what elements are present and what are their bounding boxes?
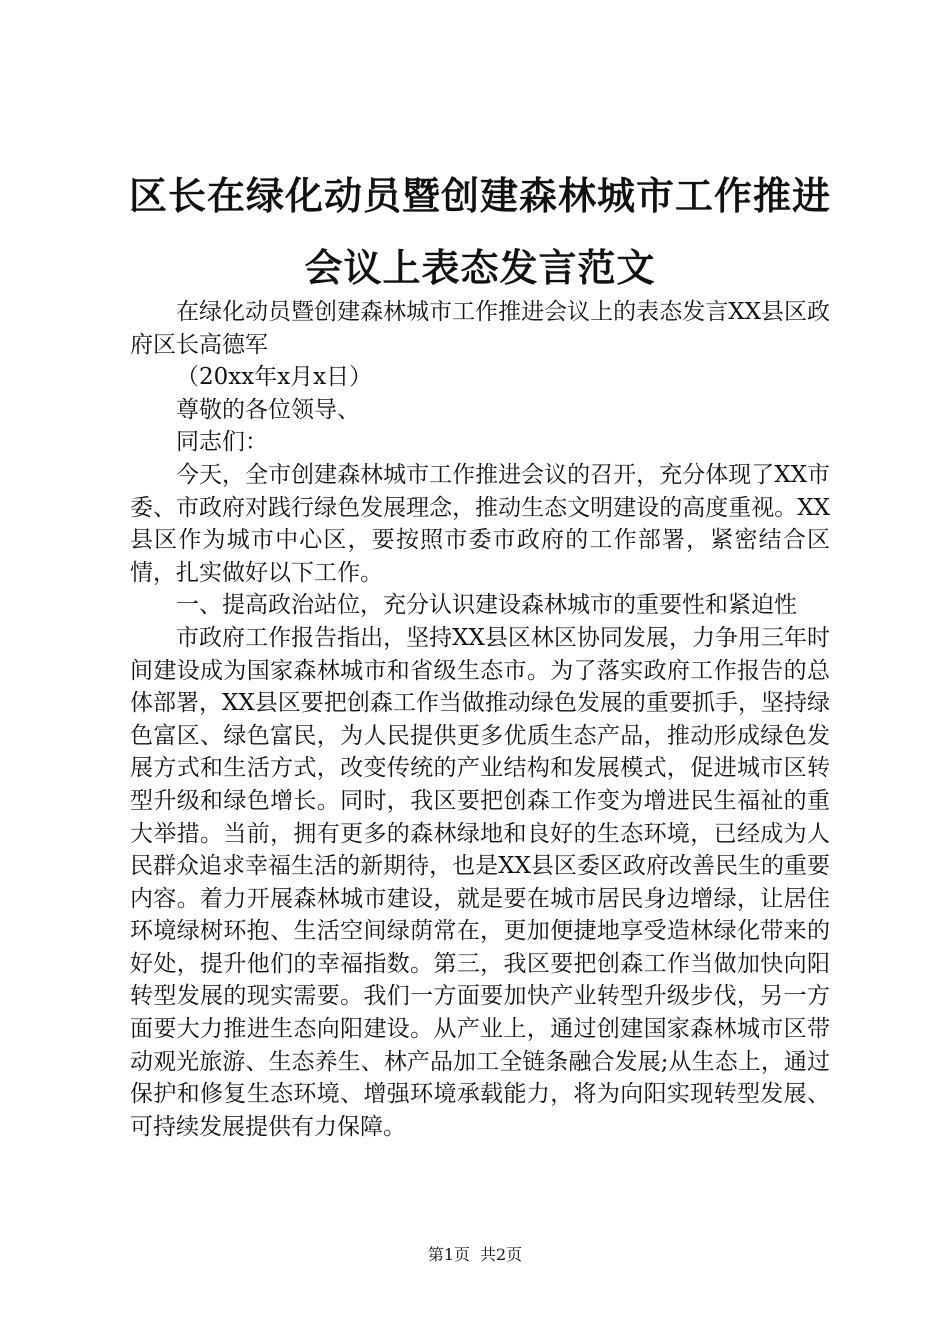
paragraph-date: （20xx年x月x日） — [176, 364, 373, 391]
paragraph-body-1: 市政府工作报告指出，坚持XX县区林区协同发展，力争用三年时间建设成为国家森林城市和省级生态市。为了落实政府工作报告的总体部署，XX县区要把创森工作当做推动绿色发展的重要抓手，坚持绿色富区、绿色富民，为人民提供更多优质生态产品，推动形成绿色发展方式和生活方式，改变传统的产业结构和发展模式，促进城市区转型升级和绿色增长。同时，我区要把创森工作变为增进民生福祉的重大举措。当前，拥有更多的森林绿地和良好的生态环境，已经成为人民群众追求幸福生活的新期待，也是XX县区委区政府改善民生的重要内容。着力开展森林城市建设，就是要在城市居民身边增绿，让居住环境绿树环抱、生活空间绿荫常在，更加便捷地享受造林绿化带来的好处，提升他们的幸福指数。第三，我区要把创森工作当做加快向阳转型发展的现实需要。我们一方面要加快产业转型升级步伐，另一方面要大力推进生态向阳建设。从产业上，通过创建国家森林城市区带动观光旅游、生态养生、林产品加工全链条融合发展;从生态上，通过保护和修复生态环境、增强环境承载能力，将为向阳实现转型发展、可持续发展提供有力保障。 — [130, 624, 830, 1140]
page-number: 第1页 — [427, 1245, 470, 1264]
document-title: 区长在绿化动员暨创建森林城市工作推进会议上表态发言范文 — [128, 173, 831, 290]
section-heading-1: 一、提高政治站位，充分认识建设森林城市的重要性和紧迫性 — [176, 592, 797, 619]
page-footer — [0, 1244, 950, 1266]
document-body — [130, 296, 830, 1143]
paragraph-salutation-2: 同志们： — [176, 429, 268, 456]
paragraph-intro: 今天，全市创建森林城市工作推进会议的召开，充分体现了XX市委、市政府对践行绿色发展理念，推动生态文明建设的高度重视。XX县区作为城市中心区，要按照市委市政府的工作部署，紧密结合区情，扎实做好以下工作。 — [130, 461, 830, 586]
page-total: 共2页 — [480, 1245, 523, 1264]
paragraph-subtitle: 在绿化动员暨创建森林城市工作推进会议上的表态发言XX县区政府区长高德军 — [130, 299, 830, 358]
paragraph-salutation-1: 尊敬的各位领导、 — [176, 396, 360, 423]
